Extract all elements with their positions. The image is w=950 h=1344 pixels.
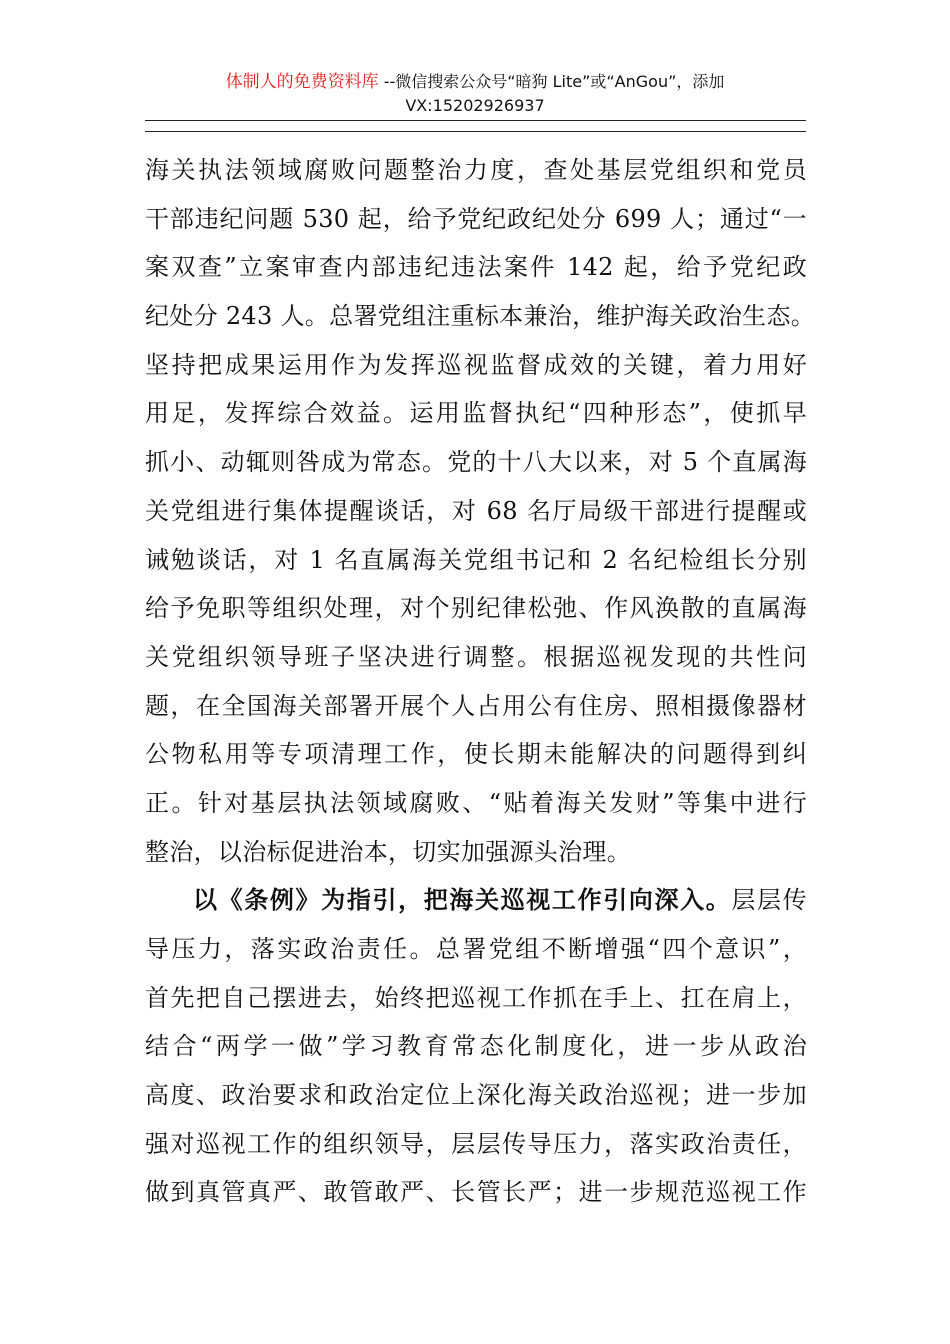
- header-line-2: VX:15202926937: [405, 96, 545, 115]
- body-line: 干部违纪问题 530 起，给予党纪政纪处分 699 人；通过“一: [145, 204, 807, 233]
- body-line: 结合“两学一做”学习教育常态化制度化，进一步从政治: [145, 1032, 807, 1061]
- body-line: 给予免职等组织处理，对个别纪律松弛、作风涣散的直属海: [145, 594, 807, 623]
- body-line: 题，在全国海关部署开展个人占用公有住房、照相摄像器材: [145, 691, 807, 720]
- paragraph-text: 层层传: [731, 886, 807, 915]
- header-divider-bottom: [145, 131, 806, 132]
- body-line: 正。针对基层执法领域腐败、“贴着海关发财”等集中进行: [145, 788, 807, 817]
- body-line: 关党组织领导班子坚决进行调整。根据巡视发现的共性问: [145, 642, 807, 671]
- header-promo-text: --微信搜索公众号“暗狗 Lite”或“AnGou”，添加: [378, 72, 725, 91]
- body-line: 导压力，落实政治责任。总署党组不断增强“四个意识”，: [145, 935, 807, 963]
- document-body: [145, 146, 816, 1217]
- body-line: 整治，以治标促进治本，切实加强源头治理。: [145, 837, 631, 866]
- body-line: 用足，发挥综合效益。运用监督执纪“四种形态”，使抓早: [145, 399, 807, 428]
- body-line: 公物私用等专项清理工作，使长期未能解决的问题得到纠: [145, 740, 807, 769]
- body-line: 强对巡视工作的组织领导，层层传导压力，落实政治责任，: [145, 1129, 807, 1158]
- body-line: 诫勉谈话，对 1 名直属海关党组书记和 2 名纪检组长分别: [145, 545, 807, 574]
- page-header: [145, 70, 805, 118]
- paragraph-2-first-line: [145, 876, 807, 925]
- body-line: 首先把自己摆进去，始终把巡视工作抓在手上、扛在肩上，: [145, 983, 807, 1012]
- body-line: 关党组进行集体提醒谈话，对 68 名厅局级干部进行提醒或: [145, 496, 807, 525]
- body-line: 坚持把成果运用作为发挥巡视监督成效的关键，着力用好: [145, 350, 807, 379]
- header-divider-top: [145, 120, 806, 121]
- body-line: 做到真管真严、敢管敢严、长管长严；进一步规范巡视工作: [145, 1178, 807, 1207]
- header-line-1: [145, 70, 805, 94]
- paragraph-heading: 以《条例》为指引，把海关巡视工作引向深入。: [193, 885, 732, 915]
- brand-text: 体制人的免费资料库: [225, 72, 379, 92]
- body-line: 抓小、动辄则咎成为常态。党的十八大以来，对 5 个直属海: [145, 448, 807, 477]
- body-line: 纪处分 243 人。总署党组注重标本兼治，维护海关政治生态。: [145, 302, 816, 331]
- body-line: 高度、政治要求和政治定位上深化海关政治巡视；进一步加: [145, 1081, 807, 1110]
- body-line: 案双查”立案审查内部违纪违法案件 142 起，给予党纪政: [145, 253, 807, 282]
- body-line: 海关执法领域腐败问题整治力度，查处基层党组织和党员: [145, 156, 807, 184]
